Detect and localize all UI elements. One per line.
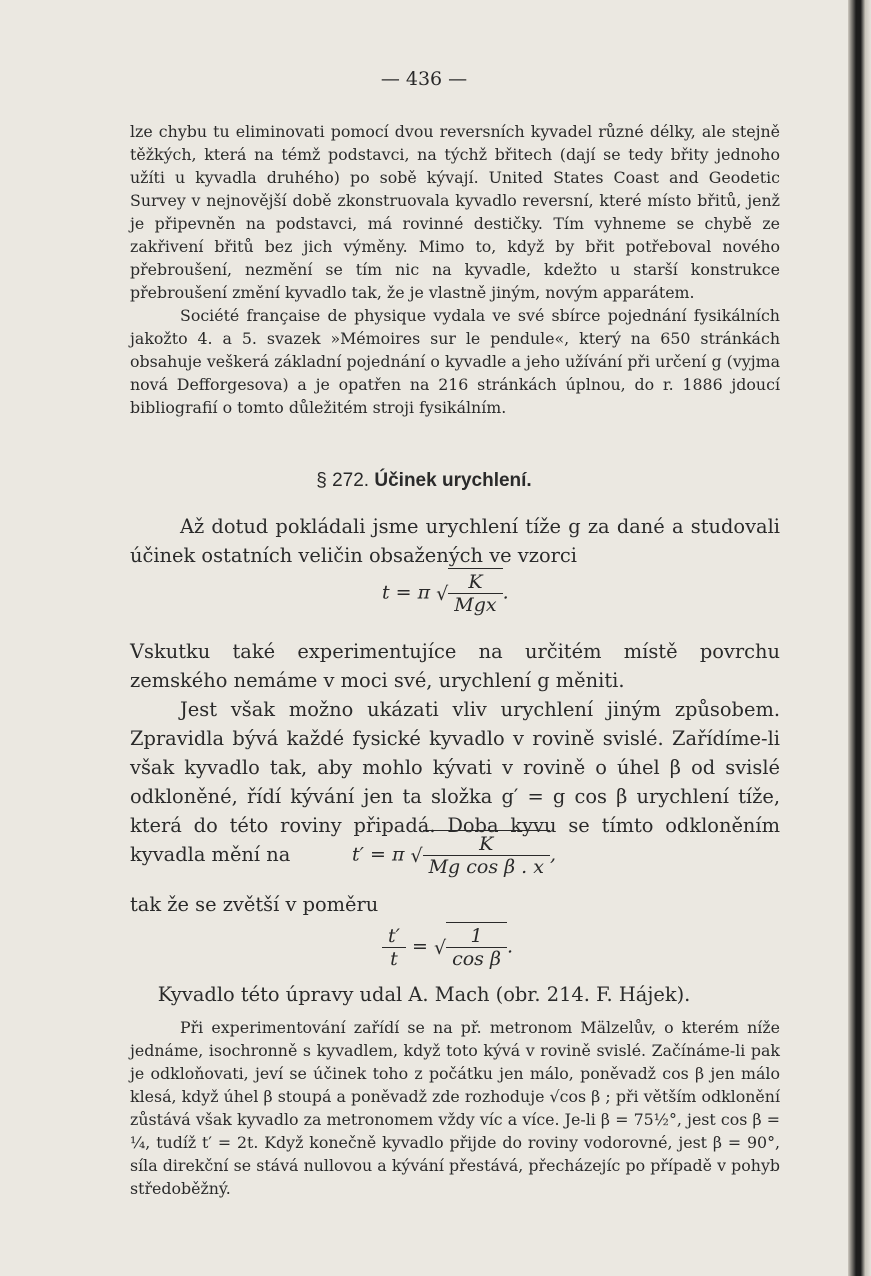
radicand bbox=[423, 830, 550, 878]
paragraph-inclined: Jest však možno ukázati vliv urychlení jiným způsobem. Zpravidla bývá každé fysické kyvadlo v rovině svislé. Zařídíme-li však kyvadlo tak, aby mohlo kývati v rovině o úhel β od svislé odkloněné, řídí kývání jen ta složka g′ = g cos β urychlení tíže, která do této roviny připadá. Doba kyvu se tímto odkloněním kyvadla mění na bbox=[130, 698, 780, 866]
page-binding-edge bbox=[848, 0, 871, 1276]
section-number: § 272. bbox=[316, 470, 370, 491]
formula-end: . bbox=[506, 935, 513, 958]
ratio-numerator: t′ bbox=[382, 925, 406, 948]
formula-end: . bbox=[502, 581, 509, 604]
formula-inclined-period bbox=[352, 830, 556, 878]
paragraph-ratio: tak že se zvětší v poměru bbox=[130, 893, 379, 916]
radicand bbox=[446, 922, 507, 970]
section-title: Účinek urychlení. bbox=[374, 470, 532, 491]
formula-numerator: K bbox=[448, 571, 502, 594]
formula-denominator: Mg cos β . x bbox=[428, 856, 544, 878]
formula-equals: = bbox=[412, 935, 428, 958]
paragraph-reversible-pendulum bbox=[130, 120, 780, 419]
figure-caption: Kyvadlo této úpravy udal A. Mach (obr. 214. F. Hájek). bbox=[157, 983, 691, 1006]
sqrt-symbol: √ bbox=[433, 936, 447, 959]
formula-lhs: t = π bbox=[382, 581, 431, 604]
formula-ratio bbox=[382, 922, 513, 970]
formula-denominator: cos β bbox=[452, 948, 501, 970]
page-number: — 436 — bbox=[380, 68, 468, 90]
formula-denominator: Mgx bbox=[454, 594, 497, 616]
ratio-denominator: t bbox=[390, 948, 398, 970]
formula-period bbox=[382, 568, 509, 616]
formula-lhs: t′ = π bbox=[352, 843, 405, 866]
formula-numerator: 1 bbox=[446, 925, 507, 948]
paragraph-text: lze chybu tu eliminovati pomocí dvou reversních kyvadel různé délky, ale stejně těžkých, která na témž podstavci, na týchž břitech (dají se tedy břity jednoho užíti u kyvadla druhého) po sobě kývají. United States Coast and Geodetic Survey v nejnovější době zkonstruovala kyvadlo reversní, které místo břitů, jenž je připevněn na podstavci, má rovinné destičky. Tím vyhneme se chybě ze zakřivení břitů bez jich výměny. Mimo to, když by břit potřeboval nového přebroušení, nezmění se tím nic na kyvadle, kdežto u starší konstrukce přebroušení změní kyvadlo tak, že je vlastně jiným, novým apparátem. bbox=[130, 122, 780, 302]
section-heading bbox=[0, 470, 848, 492]
sqrt-symbol: √ bbox=[436, 582, 449, 605]
paragraph-metronome-text: Při experimentování zařídí se na př. metronom Mälzelův, o kterém níže jednáme, isochronně s kyvadlem, když toto kývá v rovině svislé. Začínáme-li pak je odkloňovati, jeví se účinek toho z počátku jen málo, poněvadž cos β jen málo klesá, když úhel β stoupá a poněvadž zde rozhoduje √cos β ; při větším odklonění zůstává však kyvadlo za metronomem vždy víc a více. Je-li β = 75½°, jest cos β = ¼, tudíž t′ = 2t. Když konečně kyvadlo přijde do roviny vodorovné, jest β = 90°, síla direkční se stává nullovou a kývání přestává, přecházejíc po případě v pohyb středoběžný. bbox=[130, 1018, 780, 1198]
paragraph-memoires: Société française de physique vydala ve své sbírce pojednání fysikálních jakožto 4. a 5. svazek »Mémoires sur le pendule«, který na 650 stránkách obsahuje veškerá základní pojednání o kyvadle a jeho užívání při určení g (vyjma nová Defforgesova) a je opatřen na 216 stránkách úplnou, do r. 1886 jdoucí bibliografií o tomto důležitém stroji fysikálním. bbox=[130, 306, 780, 417]
sqrt-symbol: √ bbox=[410, 844, 423, 867]
formula-numerator: K bbox=[423, 833, 550, 856]
formula-end: , bbox=[549, 843, 556, 866]
text-ratio bbox=[130, 890, 780, 919]
paragraph-intro: Až dotud pokládali jsme urychlení tíže g za dané a studovali účinek ostatních veličin obsažených ve vzorci bbox=[130, 515, 780, 567]
paragraph-metronome bbox=[130, 1016, 780, 1200]
text-intro bbox=[130, 512, 780, 570]
paragraph-experiment: Vskutku také experimentujíce na určitém místě povrchu zemského nemáme v moci své, urychlení g měniti. bbox=[130, 640, 780, 692]
radicand bbox=[448, 568, 502, 616]
